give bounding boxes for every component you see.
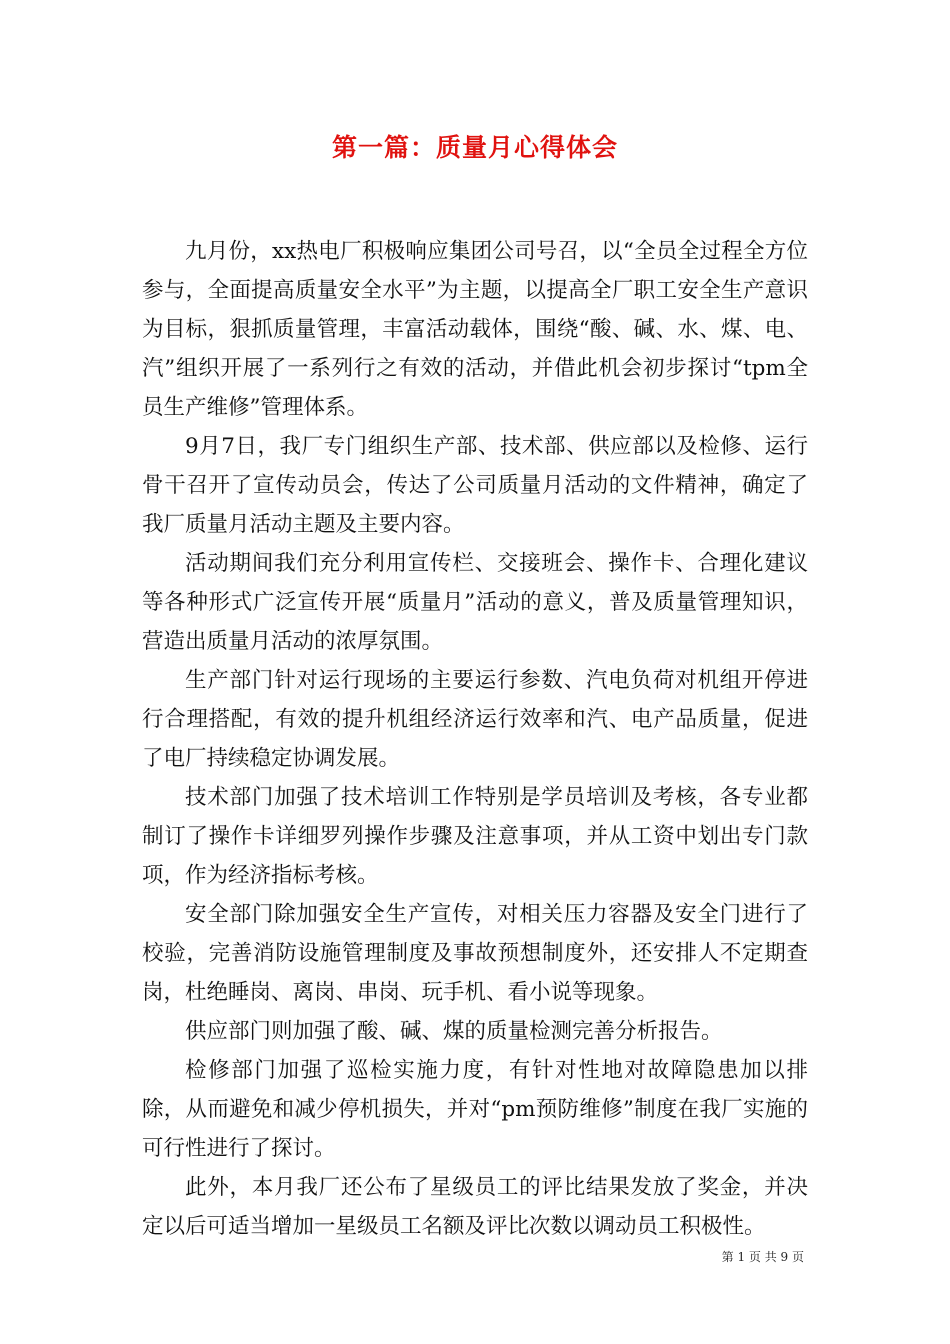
paragraph: 9月7日，我厂专门组织生产部、技术部、供应部以及检修、运行骨干召开了宣传动员会，传达了公司质量月活动的文件精神，确定了我厂质量月活动主题及主要内容。 <box>142 434 808 537</box>
paragraph: 此外，本月我厂还公布了星级员工的评比结果发放了奖金，并决定以后可适当增加一星级员工名额及评比次数以调动员工积极性。 <box>142 1175 808 1239</box>
paragraph: 九月份，xx热电厂积极响应集团公司号召，以“全员全过程全方位参与，全面提高质量安全水平”为主题，以提高全厂职工安全生产意识为目标，狠抓质量管理，丰富活动载体，围绕“酸、碱、水、煤、电、汽”组织开展了一系列行之有效的活动，并借此机会初步探讨“tpm全员生产维修”管理体系。 <box>142 239 808 420</box>
paragraph: 安全部门除加强安全生产宣传，对相关压力容器及安全门进行了校验，完善消防设施管理制度及事故预想制度外，还安排人不定期查岗，杜绝睡岗、离岗、串岗、玩手机、看小说等现象。 <box>142 902 808 1005</box>
paragraph: 生产部门针对运行现场的主要运行参数、汽电负荷对机组开停进行合理搭配，有效的提升机组经济运行效率和汽、电产品质量，促进了电厂持续稳定协调发展。 <box>142 668 808 771</box>
page-number-footer: 第 1 页 共 9 页 <box>721 1250 804 1264</box>
document-title: 第一篇：质量月心得体会 <box>331 133 618 162</box>
paragraph: 供应部门则加强了酸、碱、煤的质量检测完善分析报告。 <box>185 1019 723 1044</box>
paragraph: 活动期间我们充分利用宣传栏、交接班会、操作卡、合理化建议等各种形式广泛宣传开展“质量月”活动的意义，普及质量管理知识，营造出质量月活动的浓厚氛围。 <box>142 551 808 654</box>
paragraph: 检修部门加强了巡检实施力度，有针对性地对故障隐患加以排除，从而避免和减少停机损失，并对“pm预防维修”制度在我厂实施的可行性进行了探讨。 <box>142 1058 808 1161</box>
paragraph: 技术部门加强了技术培训工作特别是学员培训及考核，各专业都制订了操作卡详细罗列操作步骤及注意事项，并从工资中划出专门款项，作为经济指标考核。 <box>142 785 808 888</box>
document-body <box>142 232 808 1246</box>
